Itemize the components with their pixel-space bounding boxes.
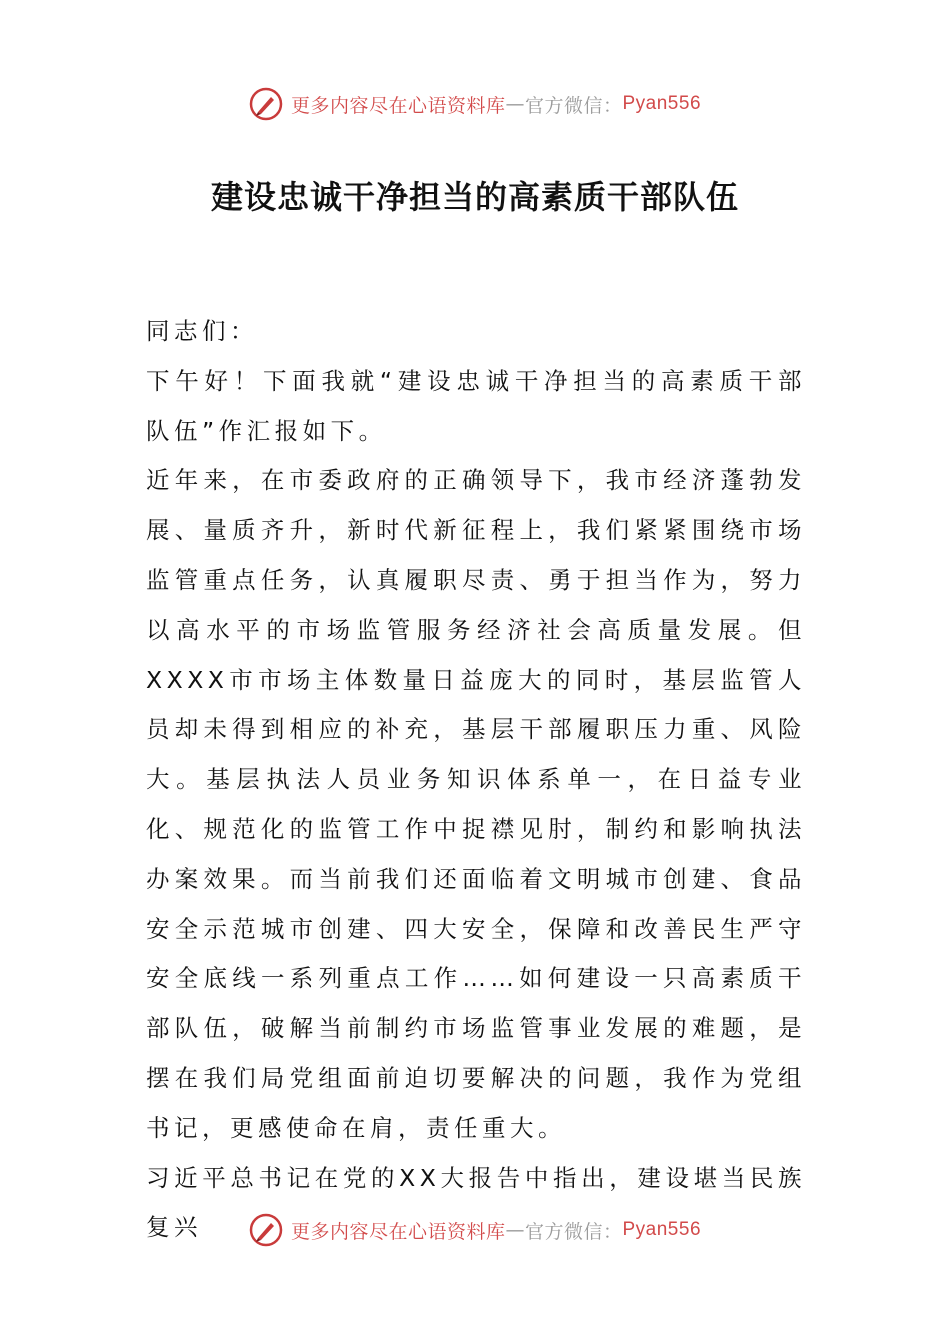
pen-logo-icon [249,1213,283,1247]
watermark-main: 更多内容尽在心语资料库 [290,94,506,117]
watermark-separator: — [505,1219,525,1241]
watermark-text [291,91,701,118]
document-title: 建设忠诚干净担当的高素质干部队伍 [210,178,739,216]
paragraph-background: 近年来，在市委政府的正确领导下，我市经济蓬勃发展、量质齐升，新时代新征程上，我们紧紧围绕市场监管重点任务，认真履职尽责、勇于担当作为，努力以高水平的市场监管服务经济社会高质量发展。但XXXX市市场主体数量日益庞大的同时，基层监管人员却未得到相应的补充，基层干部履职压力重、风险大。基层执法人员业务知识体系单一，在日益专业化、规范化的监管工作中捉襟见肘，制约和影响执法办案效果。而当前我们还面临着文明城市创建、食品安全示范城市创建、四大安全，保障和改善民生严守安全底线一系列重点工作……如何建设一只高素质干部队伍，破解当前制约市场监管事业发展的难题，是摆在我们局党组面前迫切要解决的问题，我作为党组书记，更感使命在肩，责任重大。 [146,466,806,1142]
paragraph-greeting: 下午好！下面我就“建设忠诚干净担当的高素质干部队伍”作汇报如下。 [146,366,806,445]
pen-logo-icon [249,87,283,121]
document-body [146,307,806,1253]
watermark-wechat-id: Pyan556 [622,1219,702,1240]
paragraph-quote: 习近平总书记在党的XX大报告中指出，建设堪当民族复兴 [146,1163,806,1242]
watermark-main: 更多内容尽在心语资料库 [290,1220,506,1243]
footer-watermark [0,1210,950,1250]
paragraph-salutation: 同志们： [146,317,258,345]
watermark-wechat-id: Pyan556 [622,93,702,114]
watermark-sub: 官方微信： [524,94,623,117]
watermark-separator: — [505,93,525,115]
header-watermark [0,84,950,124]
watermark-text [291,1217,701,1244]
watermark-sub: 官方微信： [524,1220,623,1243]
